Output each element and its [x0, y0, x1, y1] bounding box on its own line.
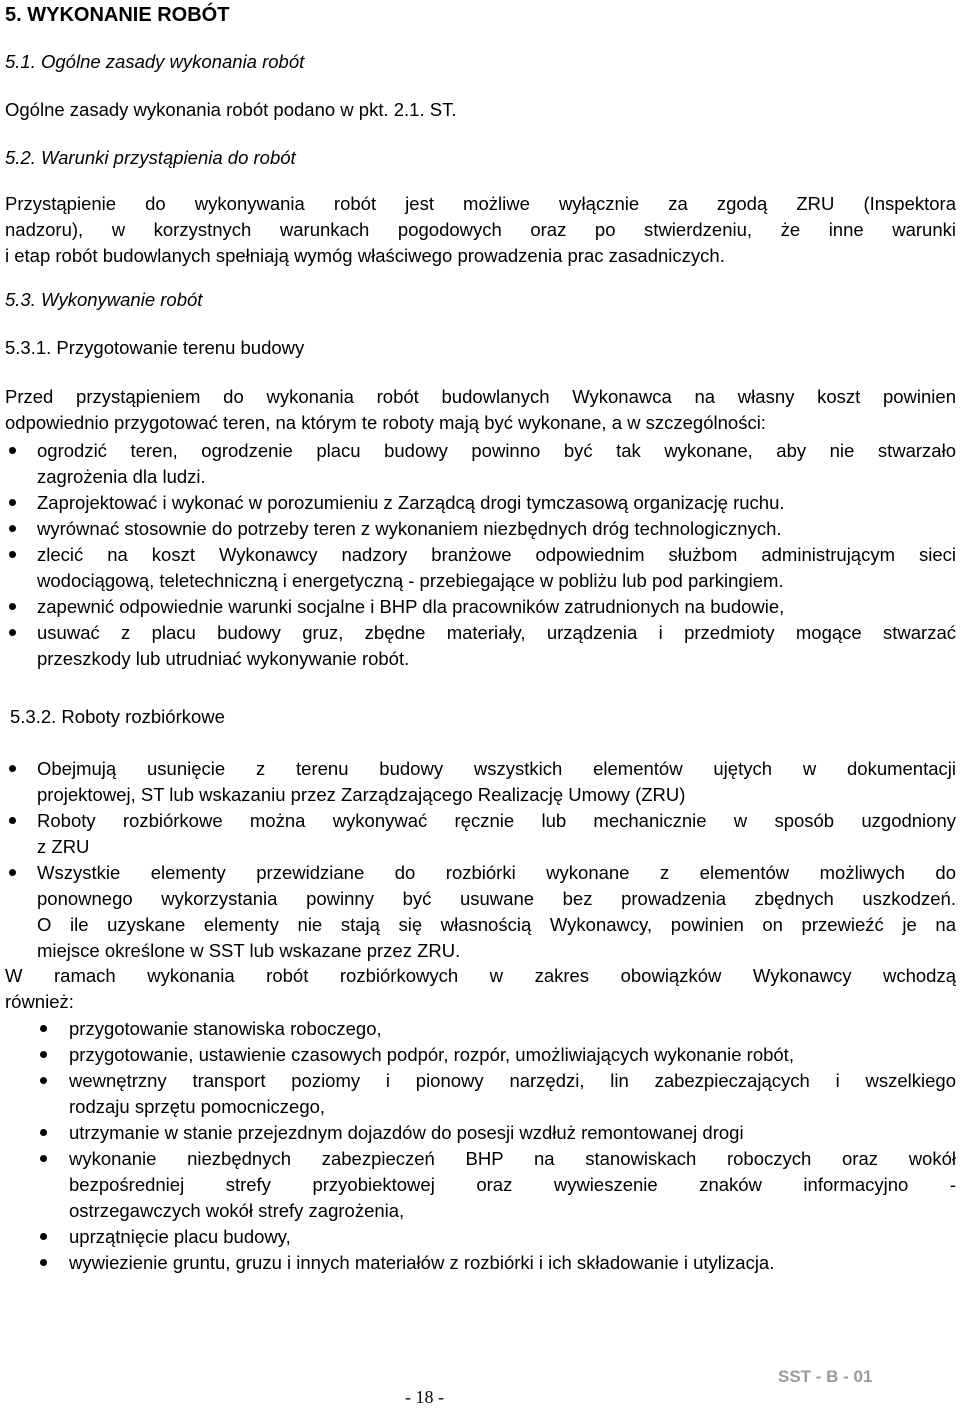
bullet-icon: [40, 1129, 47, 1136]
text-line: przeszkody lub utrudniać wykonywanie robót.: [37, 648, 410, 669]
text-line: projektowej, ST lub wskazaniu przez Zarządzającego Realizację Umowy (ZRU): [37, 784, 686, 805]
list-item: [40, 1250, 956, 1276]
bullet-icon: [40, 1025, 47, 1032]
text-line: Roboty rozbiórkowe można wykonywać ręcznie lub mechanicznie w sposób uzgodniony: [37, 810, 956, 831]
text-line: zagrożenia dla ludzi.: [37, 466, 206, 487]
list-item: [9, 756, 956, 808]
text-line: ogrodzić teren, ogrodzenie placu budowy powinno być tak wykonane, aby nie stwarzało: [37, 440, 956, 461]
list-item: [9, 620, 956, 672]
list-item: [9, 860, 956, 964]
bullet-icon: [9, 629, 16, 636]
bullet-icon: [9, 499, 16, 506]
bullet-icon: [9, 447, 16, 454]
text-line: Przed przystąpieniem do wykonania robót budowlanych Wykonawca na własny koszt powinien: [5, 386, 956, 407]
text-line: W ramach wykonania robót rozbiórkowych w zakres obowiązków Wykonawcy wchodzą: [5, 965, 956, 986]
text-line: wewnętrzny transport poziomy i pionowy narzędzi, lin zabezpieczających i wszelkiego: [69, 1070, 956, 1091]
text-line: Przystąpienie do wykonywania robót jest możliwe wyłącznie za zgodą ZRU (Inspektora: [5, 193, 956, 214]
list-item: [9, 808, 956, 860]
bullet-icon: [9, 817, 16, 824]
section-heading-5: 5. WYKONANIE ROBÓT: [5, 4, 230, 26]
bullet-icon: [9, 603, 16, 610]
list-item: [40, 1146, 956, 1224]
section-intro-5-3-1: [5, 384, 956, 436]
list-item: [9, 438, 956, 490]
text-line: rodzaju sprzętu pomocniczego,: [69, 1096, 326, 1117]
text-line: wykonanie niezbędnych zabezpieczeń BHP na stanowiskach roboczych oraz wokół: [69, 1148, 956, 1169]
list-item: [40, 1016, 956, 1042]
list-item: [40, 1068, 956, 1120]
text-line: uprzątnięcie placu budowy,: [69, 1226, 291, 1247]
bullet-icon: [9, 551, 16, 558]
text-line: usuwać z placu budowy gruz, zbędne materiały, urządzenia i przedmioty mogące stwarzać: [37, 622, 956, 643]
bullet-icon: [9, 765, 16, 772]
text-line: również:: [5, 991, 74, 1012]
section-title-5-3-1: 5.3.1. Przygotowanie terenu budowy: [5, 337, 305, 358]
text-line: i etap robót budowlanych spełniają wymóg właściwego prowadzenia prac zasadniczych.: [5, 245, 725, 266]
page-number: - 18 -: [405, 1387, 444, 1407]
section-title-5-2: 5.2. Warunki przystąpienia do robót: [5, 147, 296, 168]
section-text-5-1: Ogólne zasady wykonania robót podano w pkt. 2.1. ST.: [5, 99, 457, 120]
bullet-list-demolition: [9, 756, 956, 964]
text-line: Zaprojektować i wykonać w porozumieniu z Zarządcą drogi tymczasową organizację ruchu.: [37, 492, 785, 513]
list-item: [9, 542, 956, 594]
text-line: ostrzegawczych wokół strefy zagrożenia,: [69, 1200, 405, 1221]
text-line: wyrównać stosownie do potrzeby teren z wykonaniem niezbędnych dróg technologicznych.: [37, 518, 782, 539]
text-line: zapewnić odpowiednie warunki socjalne i BHP dla pracowników zatrudnionych na budowie,: [37, 596, 785, 617]
text-line: miejsce określone w SST lub wskazane przez ZRU.: [37, 940, 461, 961]
bullet-icon: [40, 1259, 47, 1266]
list-item: [40, 1042, 956, 1068]
text-line: odpowiednio przygotować teren, na którym te roboty mają być wykonane, a w szczególności:: [5, 412, 766, 433]
text-line: nadzoru), w korzystnych warunkach pogodowych oraz po stwierdzeniu, że inne warunki: [5, 219, 956, 240]
text-line: Wszystkie elementy przewidziane do rozbiórki wykonane z elementów możliwych do: [37, 862, 956, 883]
bullet-icon: [40, 1051, 47, 1058]
text-line: wywiezienie gruntu, gruzu i innych materiałów z rozbiórki i ich składowanie i utylizacja.: [69, 1252, 775, 1273]
text-line: wodociągową, teletechniczną i energetyczną - przebiegające w pobliżu lub pod parkingiem.: [37, 570, 784, 591]
list-item: [9, 594, 956, 620]
text-line: przygotowanie stanowiska roboczego,: [69, 1018, 382, 1039]
text-line: ponownego wykorzystania powinny być usuwane bez prowadzenia zbędnych uszkodzeń.: [37, 888, 956, 909]
bullet-icon: [9, 869, 16, 876]
list-item: [40, 1224, 956, 1250]
scope-paragraph: [5, 963, 956, 1015]
bullet-list-preparation: [9, 438, 956, 672]
bullet-icon: [40, 1233, 47, 1240]
section-title-5-3-2: 5.3.2. Roboty rozbiórkowe: [10, 706, 225, 727]
section-title-5-3: 5.3. Wykonywanie robót: [5, 289, 203, 310]
text-line: Obejmują usunięcie z terenu budowy wszystkich elementów ujętych w dokumentacji: [37, 758, 956, 779]
text-line: bezpośredniej strefy przyobiektowej oraz wywieszenie znaków informacyjno -: [69, 1174, 956, 1195]
text-line: zlecić na koszt Wykonawcy nadzory branżowe odpowiednim służbom administrującym sieci: [37, 544, 956, 565]
list-item: [9, 516, 956, 542]
document-code: SST - B - 01: [778, 1367, 873, 1386]
bullet-icon: [9, 525, 16, 532]
section-title-5-1: 5.1. Ogólne zasady wykonania robót: [5, 51, 305, 72]
bullet-list-scope: [40, 1016, 956, 1276]
list-item: [40, 1120, 956, 1146]
text-line: O ile uzyskane elementy nie stają się własnością Wykonawcy, powinien on przewieźć je na: [37, 914, 956, 935]
list-item: [9, 490, 956, 516]
text-line: z ZRU: [37, 836, 90, 857]
bullet-icon: [40, 1155, 47, 1162]
bullet-icon: [40, 1077, 47, 1084]
section-text-5-2: [5, 191, 956, 269]
text-line: utrzymanie w stanie przejezdnym dojazdów do posesji wzdłuż remontowanej drogi: [69, 1122, 744, 1143]
text-line: przygotowanie, ustawienie czasowych podpór, rozpór, umożliwiających wykonanie robót,: [69, 1044, 794, 1065]
